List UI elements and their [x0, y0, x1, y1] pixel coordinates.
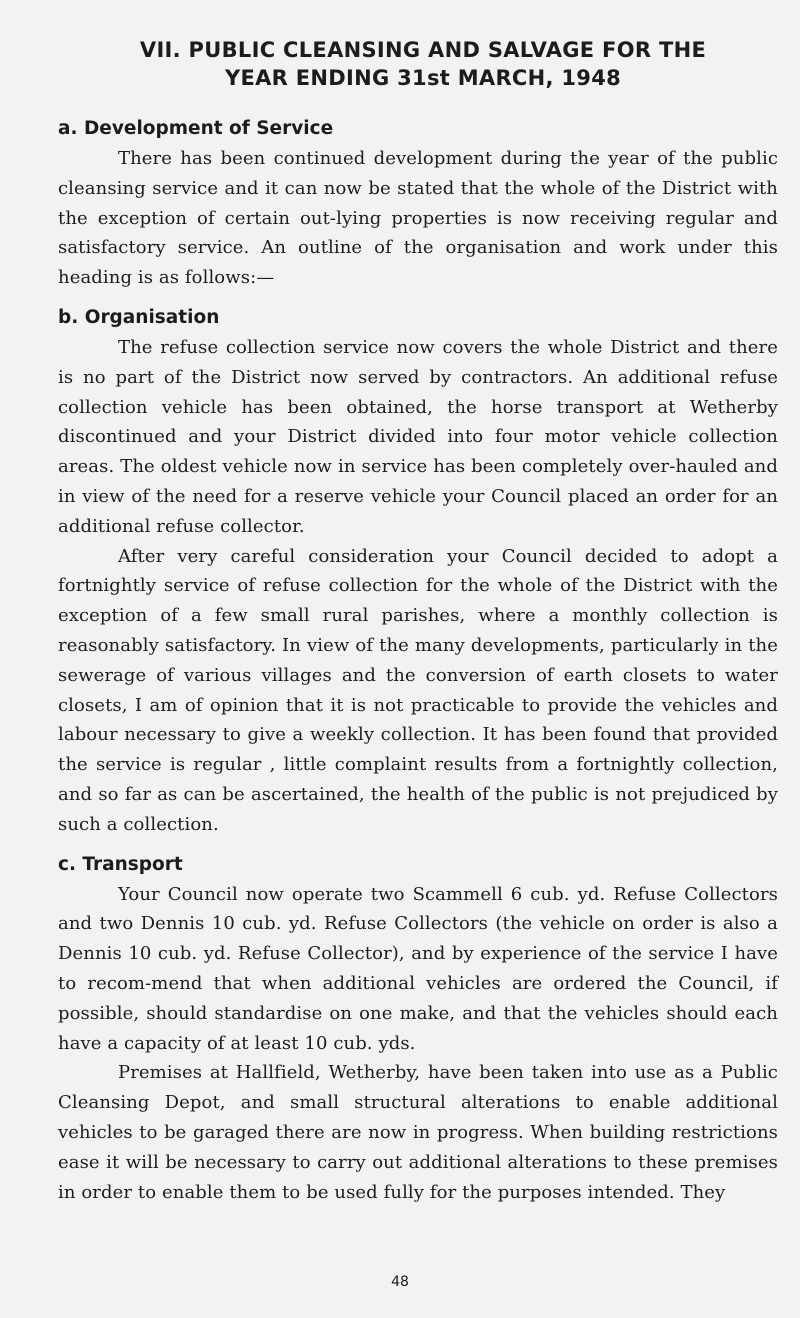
section-organisation	[58, 303, 778, 840]
paragraph: Premises at Hallfield, Wetherby, have been taken into use as a Public Cleansing Depot, and small structural alterations to enable additional vehicles to be garaged there are now in progress. When building restrictions ease it will be necessary to carry out additional alterations to these premises in order to enable them to be used fully for the purposes intended. They	[58, 1062, 778, 1203]
title-line-1: VII. PUBLIC CLEANSING AND SALVAGE FOR THE	[139, 38, 707, 62]
section-heading: b. Organisation	[58, 306, 220, 328]
paragraph: There has been continued development during the year of the public cleansing service and it can now be stated that the whole of the District with the exception of certain out-lying properties is now receiving regular and satisfactory service. An outline of the organisation and work under this heading is as follows:—	[58, 148, 778, 289]
title-line-2: YEAR ENDING 31st MARCH, 1948	[224, 66, 622, 90]
document-page	[58, 36, 778, 1207]
page-number: 48	[391, 1274, 409, 1290]
section-development-of-service	[58, 114, 778, 293]
paragraph: Your Council now operate two Scammell 6 cub. yd. Refuse Collectors and two Dennis 10 cub. yd. Refuse Collectors (the vehicle on order is also a Dennis 10 cub. yd. Refuse Collector), and by experience of the service I have to recom-mend that when additional vehicles are ordered the Council, if possible, should standardise on one make, and that the vehicles should each have a capacity of at least 10 cub. yds.	[58, 883, 778, 1054]
section-heading: c. Transport	[58, 853, 183, 875]
section-heading: a. Development of Service	[58, 118, 334, 139]
section-transport	[58, 850, 778, 1208]
page-title	[58, 36, 778, 92]
paragraph: After very careful consideration your Council decided to adopt a fortnightly service of refuse collection for the whole of the District with the exception of a few small rural parishes, where a monthly collection is reasonably satisfactory. In view of the many developments, particularly in the sewerage of various villages and the conversion of earth closets to water closets, I am of opinion that it is not practicable to provide the vehicles and labour necessary to give a weekly collection. It has been found that provided the service is regular , little complaint results from a fortnightly collection, and so far as can be ascertained, the health of the public is not prejudiced by such a collection.	[58, 545, 778, 835]
paragraph: The refuse collection service now covers the whole District and there is no part of the District now served by contractors. An additional refuse collection vehicle has been obtained, the horse transport at Wetherby discontinued and your District divided into four motor vehicle collection areas. The oldest vehicle now in service has been completely over-hauled and in view of the need for a reserve vehicle your Council placed an order for an additional refuse collector.	[58, 336, 778, 537]
